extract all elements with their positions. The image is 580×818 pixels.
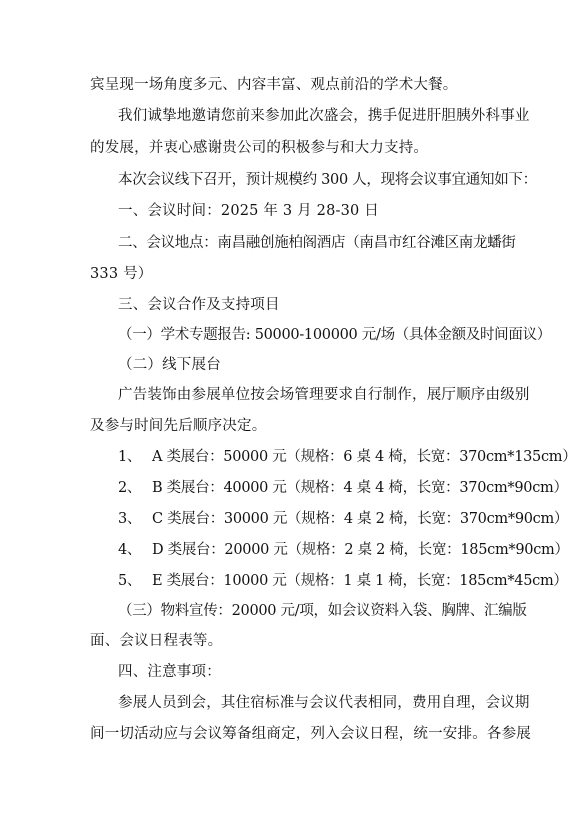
- section-4-desc-line-1: 参展人员到会，其住宿标准与会议代表相同，费用自理，会议期: [118, 695, 530, 711]
- section-3-item-2-title: （二）线下展台: [118, 357, 221, 373]
- section-3-item-3-line-1: （三）物料宣传：20000 元/项，如会议资料入袋、胸牌、汇编版: [118, 603, 527, 619]
- section-4-desc-line-2: 间一切活动应与会议筹备组商定，列入会议日程，统一安排。各参展: [90, 726, 531, 742]
- section-4-title: 四、注意事项：: [118, 664, 221, 680]
- booth-number: 1、: [118, 449, 142, 465]
- section-2-venue-line-2: 333 号）: [90, 266, 153, 282]
- booth-item: [118, 479, 568, 497]
- section-2-venue-line-1: 二、会议地点：南昌融创施柏阁酒店（南昌市红谷滩区南龙蟠街: [118, 235, 516, 251]
- booth-text: E 类展台：10000 元（规格：1 桌 1 椅，长宽：185cm*45cm）: [152, 573, 568, 589]
- booth-number: 3、: [118, 511, 142, 527]
- section-1-meeting-time: 一、会议时间：2025 年 3 月 28-30 日: [118, 203, 379, 219]
- paragraph-intro-tail: 宾呈现一场角度多元、内容丰富、观点前沿的学术大餐。: [90, 77, 458, 93]
- booth-number: 4、: [118, 542, 142, 558]
- section-3-item-3-line-2: 面、会议日程表等。: [90, 633, 223, 649]
- section-3-item-2-desc-line-2: 及参与时间先后顺序决定。: [90, 418, 267, 434]
- booth-text: D 类展台：20000 元（规格：2 桌 2 椅，长宽：185cm*90cm）: [152, 542, 569, 558]
- booth-item: [118, 510, 568, 528]
- section-3-item-2-desc-line-1: 广告装饰由参展单位按会场管理要求自行制作，展厅顺序由级别: [118, 387, 530, 403]
- paragraph-invite-line-1: 我们诚挚地邀请您前来参加此次盛会，携手促进肝胆胰外科事业: [118, 108, 530, 124]
- booth-item: [118, 448, 576, 466]
- section-3-item-1-lecture: （一）学术专题报告: 50000-100000 元/场（具体金额及时间面议）: [118, 327, 551, 343]
- section-3-title: 三、会议合作及支持项目: [118, 297, 280, 313]
- booth-text: B 类展台：40000 元（规格：4 桌 4 椅，长宽：370cm*90cm）: [152, 480, 568, 496]
- booth-number: 5、: [118, 573, 142, 589]
- booth-item: [118, 541, 569, 559]
- booth-text: A 类展台：50000 元（规格：6 桌 4 椅，长宽：370cm*135cm）: [152, 449, 577, 465]
- booth-item: [118, 572, 568, 590]
- paragraph-invite-line-2: 的发展，并衷心感谢贵公司的积极参与和大力支持。: [90, 140, 429, 156]
- booth-text: C 类展台：30000 元（规格：4 桌 2 椅，长宽：370cm*90cm）: [152, 511, 569, 527]
- paragraph-scale: 本次会议线下召开，预计规模约 300 人，现将会议事宜通知如下：: [118, 172, 537, 188]
- booth-number: 2、: [118, 480, 142, 496]
